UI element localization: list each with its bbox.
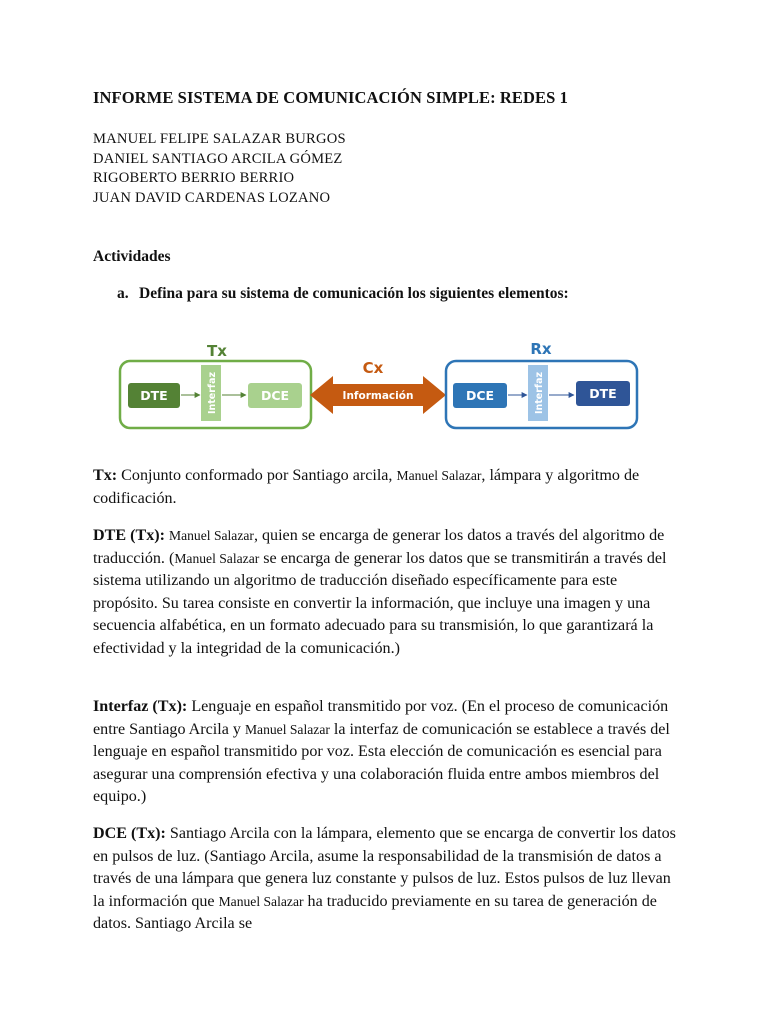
- document-title: INFORME SISTEMA DE COMUNICACIÓN SIMPLE: REDES 1: [93, 88, 568, 107]
- rx-dce-label: DCE: [465, 388, 495, 403]
- paragraph-dce: [93, 823, 683, 936]
- name-text: Manuel Salazar: [174, 550, 260, 566]
- tx-interface-label: Interfaz: [207, 371, 218, 415]
- rx-interface-label: Interfaz: [534, 371, 545, 415]
- term-label: DTE (Tx):: [93, 527, 165, 544]
- term-label: Interfaz (Tx):: [93, 698, 188, 715]
- author-name: JUAN DAVID CARDENAS LOZANO: [93, 190, 331, 207]
- paragraph-text: ha traducido previamente en su tarea de generación de datos. Santiago Arcila se: [93, 892, 657, 933]
- list-marker: a.: [117, 285, 129, 302]
- paragraph-dte: [93, 525, 683, 661]
- term-label: Tx:: [93, 467, 118, 484]
- list-item: [117, 285, 569, 303]
- paragraph-text: , lámpara y algoritmo de codificación.: [93, 467, 640, 507]
- name-text: Manuel Salazar: [244, 721, 330, 737]
- name-text: Manuel Salazar: [218, 893, 304, 909]
- tx-dte-label: DTE: [140, 388, 168, 403]
- paragraph-text: , quien se encarga de generar los datos a través del algoritmo de traducción. (: [93, 527, 665, 567]
- author-name: RIGOBERTO BERRIO BERRIO: [93, 170, 295, 187]
- term-label: DCE (Tx):: [93, 825, 166, 842]
- tx-dce-label: DCE: [260, 388, 290, 403]
- author-name: MANUEL FELIPE SALAZAR BURGOS: [93, 131, 346, 147]
- paragraph-interfaz: [93, 696, 683, 809]
- list-item-text: Defina para su sistema de comunicación los siguientes elementos:: [139, 285, 569, 302]
- name-text: Manuel Salazar: [169, 528, 254, 543]
- paragraph-text: Santiago Arcila con la lámpara, elemento que se encarga de convertir los datos en pulsos de luz. (Santiago Arcila, asume la responsabilidad de la transmisión de datos a través de una lámpara que genera luz constante y pulsos de luz. Estos pulsos de luz llevan la información que: [93, 825, 676, 910]
- paragraph-tx: [93, 465, 683, 510]
- author-list: [93, 130, 346, 209]
- paragraph-text: se encarga de generar los datos que se transmitirán a través del sistema utilizando un algoritmo de traducción diseñado específicamente para este propósito. Su tarea consiste en convertir la información, que incluye una imagen y una secuencia alfabética, en un formato adecuado para su transmisión, lo que garantizará la efectividad y la integridad de la comunicación.): [93, 549, 667, 657]
- communication-diagram: [113, 333, 643, 438]
- name-text: Manuel Salazar: [396, 468, 482, 483]
- paragraph-text: Lenguaje en español transmitido por voz. (En el proceso de comunicación entre Santiago Arcila y: [93, 698, 669, 738]
- channel-label: Información: [342, 390, 414, 402]
- paragraph-text: la interfaz de comunicación se establece a través del lenguaje en español transmitido por voz. Esta elección de comunicación es esencial para asegurar una comprensión efectiva y una colaboración fluida entre ambos miembros del equipo.): [93, 720, 670, 806]
- tx-label: Tx: [207, 342, 227, 360]
- section-heading: Actividades: [93, 248, 171, 265]
- paragraph-text: Conjunto conformado por Santiago arcila,: [117, 467, 397, 484]
- rx-label: Rx: [530, 340, 552, 358]
- author-name: DANIEL SANTIAGO ARCILA GÓMEZ: [93, 150, 343, 167]
- rx-dte-label: DTE: [589, 386, 617, 401]
- cx-label: Cx: [362, 359, 384, 377]
